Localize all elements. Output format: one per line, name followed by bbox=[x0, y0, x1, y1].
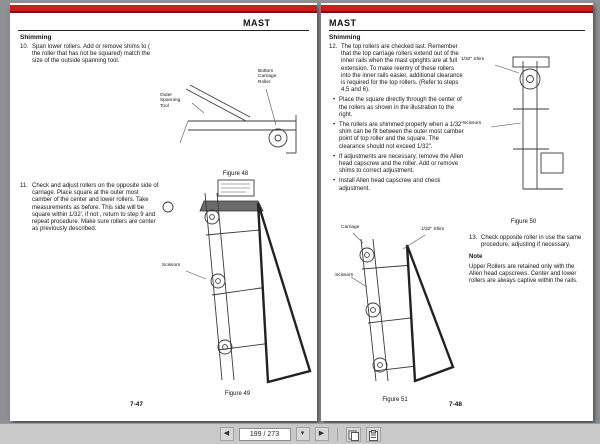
step-text: Span lower rollers. Add or remove shims to ( the roller that has not be squared) match the size of the outside spanning tool. bbox=[32, 44, 151, 65]
figure-50-caption: Figure 50 bbox=[510, 219, 537, 225]
figure-48-label-tool: Outer Spanning Tool bbox=[160, 93, 181, 109]
next-page-button[interactable]: ▶ bbox=[315, 427, 329, 441]
bullet-text: Install Allen head capscrew and check adjustment. bbox=[339, 178, 441, 192]
bullet-text: Place the square directly through the center of the rollers as shown in the illustration to the right. bbox=[339, 97, 462, 118]
page-title: MAST bbox=[243, 18, 271, 28]
step-text: Check opposite roller in use the same procedure, adjusting if necessary. bbox=[481, 235, 582, 249]
figure-51-label-scissors: Scissors bbox=[335, 273, 354, 278]
note-text: Upper Rollers are retained only with the Allen head capscrews. Center and lower rollers are always captive within the rails. bbox=[469, 263, 578, 285]
figure-50-label-shim: 1/32" Shim bbox=[461, 57, 485, 62]
page-number: 7-47 bbox=[130, 401, 144, 408]
figure-48-label-roller: Bottom Carriage Roller bbox=[258, 69, 277, 85]
bullet-item bbox=[329, 154, 465, 176]
section-heading: Shimming bbox=[329, 34, 361, 41]
figure-49 bbox=[160, 175, 315, 397]
bullet-item bbox=[329, 122, 465, 151]
section-heading: Shimming bbox=[20, 34, 52, 41]
bullet-marker: • bbox=[333, 122, 336, 129]
red-header-bar bbox=[10, 5, 317, 13]
page-number: 7-48 bbox=[449, 401, 463, 408]
bullet-marker: • bbox=[333, 178, 336, 185]
step-text: Check and adjust rollers on the opposite side of carriage. Place square at the outer most camber of the center and lower rollers. Take measurements as before. This side will be square within 1/32', if not , return to step 9 and repeat procedure. Make sure rollers are center as previously described. bbox=[32, 183, 159, 233]
figure-50 bbox=[461, 49, 586, 225]
toolbar-separator bbox=[337, 428, 338, 441]
right-text-column bbox=[469, 235, 585, 285]
figure-49-diagram bbox=[160, 175, 315, 387]
figure-50-diagram bbox=[461, 49, 586, 213]
bullet-text: The rollers are shimmed properly when a 1/32" shim can be fit between the outer most camber point of top roller and the square. The clearance should not exceed 1/32". bbox=[339, 122, 464, 150]
instruction-step-13 bbox=[469, 235, 585, 249]
prev-page-button[interactable]: ◀ bbox=[220, 427, 234, 441]
instruction-column bbox=[329, 44, 465, 193]
figure-49-caption: Figure 49 bbox=[224, 391, 251, 397]
figure-49-label-scissors: Scissors bbox=[162, 263, 181, 268]
figure-50-label-scissors: Scissors bbox=[463, 121, 482, 126]
step-text: The top rollers are checked last. Remember that the top carriage rollers extend out of the inner rails when the mast uprights are at full extension. To make reentry of these rollers into the inner rails easier, additional clearance is required for the top rollers. (Refer to steps 4,5 and 6). bbox=[341, 44, 463, 94]
pages-icon[interactable] bbox=[346, 427, 361, 442]
step-number: 10. bbox=[20, 44, 29, 50]
figure-51-diagram bbox=[329, 225, 461, 391]
bullet-item bbox=[329, 97, 465, 119]
header-rule bbox=[329, 30, 585, 31]
figure-51-label-carriage: Carriage bbox=[341, 225, 360, 230]
figure-51-label-shim: 1/32" Shim bbox=[421, 227, 445, 232]
step-number: 13. bbox=[469, 235, 478, 241]
step-number: 11. bbox=[20, 183, 28, 189]
figure-48-caption: Figure 48 bbox=[222, 171, 249, 177]
document-page-right bbox=[321, 3, 593, 421]
header-rule bbox=[18, 30, 309, 31]
instruction-step-11 bbox=[20, 183, 160, 233]
pdf-toolbar bbox=[0, 423, 600, 444]
document-page-left bbox=[10, 3, 317, 421]
instruction-step-10 bbox=[20, 44, 158, 66]
figure-51-caption: Figure 51 bbox=[382, 397, 408, 403]
figure-51 bbox=[329, 225, 461, 403]
bullet-item bbox=[329, 178, 465, 192]
bullet-marker: • bbox=[333, 153, 336, 160]
figure-48 bbox=[158, 55, 313, 177]
step-number: 12. bbox=[329, 44, 338, 50]
bullet-marker: • bbox=[333, 97, 336, 104]
clipboard-icon[interactable] bbox=[366, 427, 381, 442]
page-number-input[interactable]: 199 / 273 bbox=[239, 428, 291, 441]
note-heading: Note bbox=[469, 254, 483, 261]
instruction-step-12 bbox=[329, 44, 465, 94]
red-header-bar bbox=[321, 5, 593, 13]
page-title: MAST bbox=[329, 18, 357, 28]
page-dropdown-button[interactable]: ▾ bbox=[296, 427, 310, 441]
bullet-text: If adjustments are necessary, remove the Allen head capscrew and the roller. Add or remove shims to correct adjustment. bbox=[339, 153, 464, 175]
